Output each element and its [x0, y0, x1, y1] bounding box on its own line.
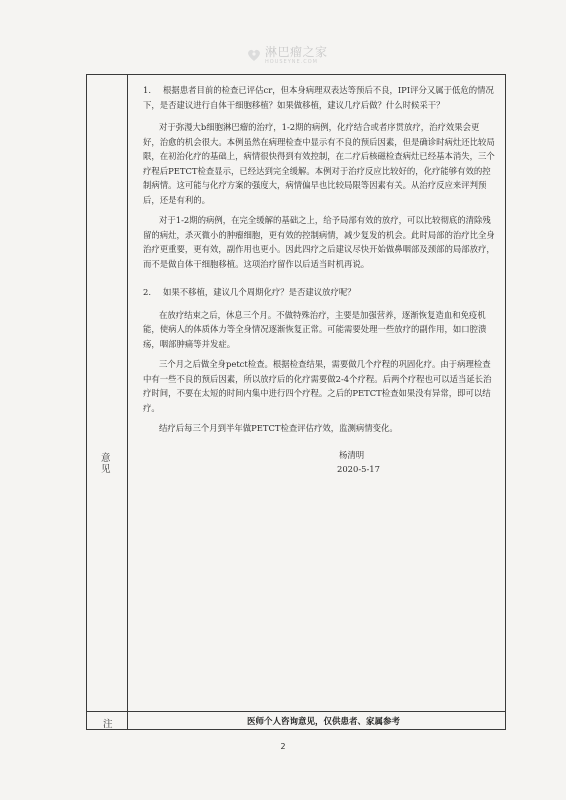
- watermark-name-cn: 淋巴瘤之家: [265, 44, 328, 59]
- note-label: 注: [103, 719, 113, 730]
- opinion-content: [143, 83, 495, 477]
- opinion-table: [86, 74, 506, 730]
- disclaimer-note: 医师个人咨询意见，仅供患者、家属参考: [247, 717, 401, 727]
- answer-1-paragraph-1: 对于弥漫大b细胞淋巴瘤的治疗，1-2期的病例，化疗结合或者序贯放疗，治疗效果会更好，治愈的机会很大。本例虽然在病理检查中显示有不良的预后因素，但是确诊时病灶还比较局限，在初治化疗的基础上，病情很快得到有效控制，在二疗后核磁检查病灶已经基本消失，三个疗程后PETCT检查显示，已经达到完全缓解。本例对于治疗反应比较好的，化疗能够有效的控制病情。这可能与化疗方案的强度大，病情偏早也比较局限等因素有关。从治疗反应来评判预后，还是有利的。: [143, 122, 495, 205]
- signature-name: 杨清明: [339, 449, 365, 460]
- answer-1-paragraph-2: 对于1-2期的病例，在完全缓解的基础之上，给予局部有效的放疗，可以比较彻底的清除残留的病灶，杀灭微小的肿瘤细胞，更有效的控制病情，减少复发的机会。此时局部的治疗比全身治疗更重要，更有效，副作用也更小。因此四疗之后建议尽快开始做鼻咽部及颈部的局部放疗，而不是做自体干细胞移植。这项治疗留作以后适当时机再说。: [143, 215, 495, 269]
- answer-2-paragraph-2: 三个月之后做全身petct检查。根据检查结果，需要做几个疗程的巩固化疗。由于病理检查中有一些不良的预后因素，所以放疗后的化疗需要做2-4个疗程。后两个疗程也可以适当延长治疗时间，不要在太短的时间内集中进行四个疗程。之后的PETCT检查如果没有异常，即可以结疗。: [143, 359, 492, 413]
- question-2-text: 如果不移植，建议几个周期化疗？是否建议放疗呢？: [163, 287, 356, 297]
- question-2-number: 2.: [143, 287, 151, 297]
- heart-logo-icon: [246, 47, 262, 63]
- answer-2-paragraph-1: 在放疗结束之后，休息三个月。不做特殊治疗，主要是加强营养，逐渐恢复造血和免疫机能，使病人的体质体力等全身情况逐渐恢复正常。可能需要处理一些放疗的副作用，如口腔溃疡，咽部肿痛等并发症。: [143, 309, 487, 349]
- question-2: [143, 285, 495, 300]
- opinion-label: 意见: [101, 453, 111, 475]
- watermark-name-en: HOUSEYNE.COM: [265, 58, 318, 65]
- signature-date: 2020-5-17: [337, 464, 380, 474]
- page-number: 2: [280, 742, 286, 751]
- question-1: [143, 83, 495, 112]
- column-divider: [127, 75, 128, 729]
- watermark-logo: [246, 40, 346, 70]
- answer-2-paragraph-3: 结疗后每三个月到半年做PETCT检查评估疗效，监测病情变化。: [159, 423, 398, 433]
- row-divider: [87, 711, 505, 712]
- question-1-text: 根据患者目前的检查已评估cr，但本身病理双表达等预后不良，IPI评分又属于低危的情况下，是否建议进行自体干细胞移植？如果做移植，建议几疗后做？什么时候采干？: [143, 85, 494, 110]
- question-1-number: 1.: [143, 85, 151, 95]
